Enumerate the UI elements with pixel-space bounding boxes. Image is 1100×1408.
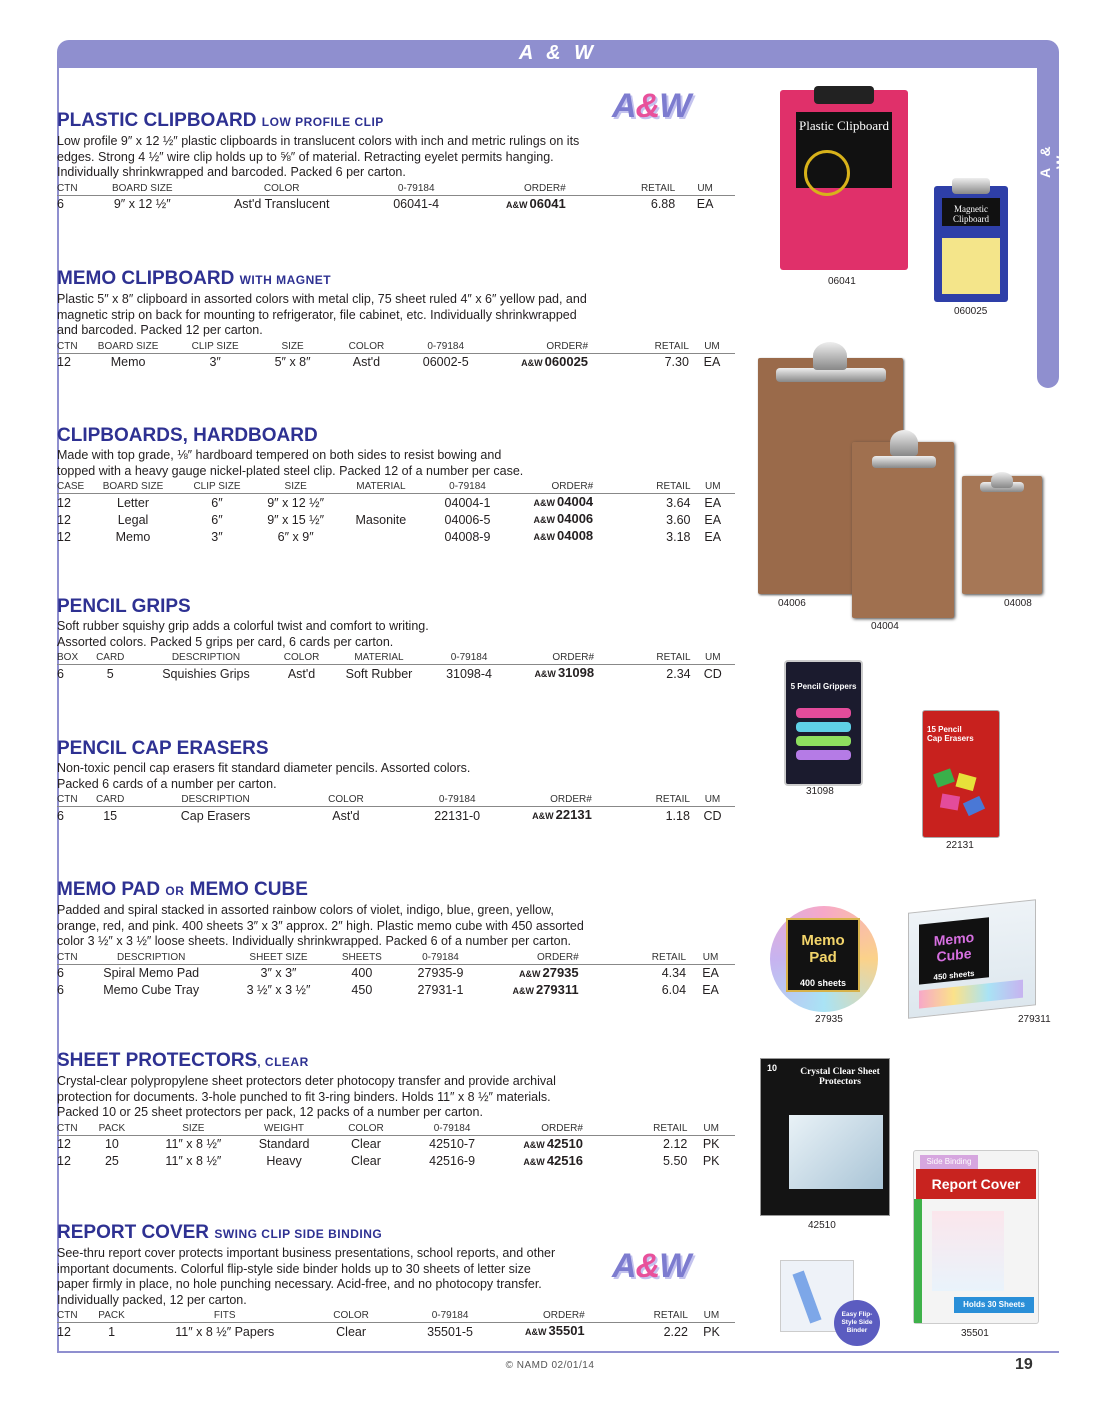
table-header-row: [57, 952, 735, 965]
section-description: Non-toxic pencil cap erasers fit standard diameter pencils. Assorted colors. Packed 6 cards of a number per carton.: [57, 761, 471, 791]
table-row: [57, 665, 735, 683]
section-description: See-thru report cover protects important business presentations, school reports, and other important documents. Colorful flip-style side binder holds up to 30 sheets of letter size paper firmly in place, no hole punching necessary. Acid-free, and no photocopy transfer. Individually packed, 12 per carton.: [57, 1246, 556, 1307]
product-label: Magnetic Clipboard: [942, 198, 1000, 226]
table-cell: 6: [57, 197, 64, 211]
column-header: ORDER#: [492, 341, 588, 354]
product-label: Side Binding: [920, 1155, 978, 1169]
product-image-22131: [922, 710, 1000, 838]
table-cell: Letter: [117, 495, 149, 510]
table-header-row: [57, 652, 735, 665]
section-title: PLASTIC CLIPBOARD LOW PROFILE CLIP: [57, 110, 384, 131]
column-header: UM: [689, 341, 735, 354]
section-title: PENCIL CAP ERASERS: [57, 738, 269, 759]
column-header: COLOR: [304, 1310, 398, 1323]
column-header: RETAIL: [579, 952, 686, 965]
column-header: COLOR: [288, 794, 403, 807]
section-description: Made with top grade, ⅛″ hardboard tempered on both sides to resist bowing and topped with a heavy gauge nickel-plated steel clip. Packed 12 of a number per case.: [57, 448, 524, 478]
image-caption: 04006: [778, 598, 806, 609]
table-row: [57, 1153, 735, 1170]
column-header: RETAIL: [566, 183, 676, 196]
table-cell: 9″ x 15 ½″: [267, 512, 325, 527]
table-cell: 12: [57, 1154, 71, 1168]
aw-logo: A&W: [612, 1247, 691, 1285]
table-cell: 11″ x 8 ½″: [165, 1154, 222, 1168]
column-header: RETAIL: [593, 481, 690, 494]
table-cell: 9″ x 12 ½″: [267, 495, 325, 510]
footer-copyright: © NAMD 02/01/14: [505, 1360, 595, 1371]
column-header: SIZE: [252, 341, 334, 354]
image-caption: 04004: [871, 621, 899, 632]
product-image-27935: [770, 906, 878, 1012]
column-header: DESCRIPTION: [78, 952, 225, 965]
table-cell: 12: [57, 355, 71, 369]
column-header: COLOR: [207, 183, 356, 196]
table-cell: 1: [108, 1324, 116, 1339]
column-header: CTN: [57, 1122, 78, 1134]
table-cell: Spiral Memo Pad: [103, 966, 200, 980]
section-title: SHEET PROTECTORS, CLEAR: [57, 1050, 309, 1071]
column-header: 0-79184: [404, 1123, 500, 1136]
table-cell: 3″: [211, 529, 223, 544]
column-header: ORDER#: [512, 481, 593, 494]
table-cell: 31098-4: [446, 666, 492, 681]
table-row: [57, 511, 735, 528]
product-label: Crystal Clear Sheet Protectors: [800, 1067, 880, 1087]
column-header: UM: [687, 1123, 735, 1136]
table-row: [57, 982, 735, 999]
header-band: [57, 40, 1059, 68]
section-memo-clipboard: [57, 268, 737, 371]
column-header: DESCRIPTION: [142, 652, 269, 665]
section-title: PENCIL GRIPS: [57, 596, 191, 617]
column-header: ORDER#: [476, 183, 566, 196]
product-label: Plastic Clipboard: [796, 112, 892, 188]
table-cell: 3″ x 3″: [260, 966, 297, 980]
order-number: A&W 04006: [533, 511, 594, 526]
table-cell: Soft Rubber: [345, 666, 413, 681]
product-image-31098: [784, 660, 863, 786]
table-header-row: [57, 481, 735, 494]
table-cell: 1.18: [665, 808, 690, 823]
column-header: RETAIL: [592, 794, 690, 807]
table-cell: 7.30: [664, 355, 689, 369]
header-title: A & W: [518, 42, 598, 64]
column-header: UM: [691, 652, 735, 665]
column-header: 0-79184: [392, 952, 490, 965]
column-header: BOARD SIZE: [84, 481, 182, 494]
table-cell: 5.50: [663, 1154, 688, 1168]
table-cell: 22131-0: [434, 808, 481, 823]
product-label: 5 Pencil Grippers: [790, 682, 857, 691]
column-header: CARD: [78, 652, 142, 665]
column-header: ORDER#: [511, 794, 592, 807]
product-image-06041: [780, 90, 908, 270]
column-header: RETAIL: [594, 652, 691, 665]
table-cell: 12: [57, 495, 71, 510]
column-header: ORDER#: [489, 952, 578, 965]
product-table: [57, 481, 735, 545]
table-cell: 10: [104, 1137, 119, 1151]
table-cell: CD: [703, 808, 722, 823]
table-cell: 5: [106, 666, 114, 681]
table-cell: 6: [57, 808, 64, 823]
table-row: [57, 528, 735, 545]
product-table: [57, 183, 735, 213]
column-header: CTN: [57, 1310, 78, 1321]
table-cell: 3.64: [666, 495, 691, 510]
image-caption: 31098: [806, 786, 834, 797]
column-header: COLOR: [328, 1123, 405, 1136]
table-cell: 12: [57, 529, 71, 544]
section-description: Padded and spiral stacked in assorted rainbow colors of violet, indigo, blue, green, yellow, orange, red, and pink. 400 sheets 3″ x 3″ approx. 2″ high. Plastic memo cube with 450 assorted color 3 ½″ x 3 ½″ loose sheets. Individually shrinkwrapped. Packed 6 of a number per carton.: [57, 903, 584, 948]
column-header: WEIGHT: [241, 1123, 328, 1136]
section-title: MEMO CLIPBOARD WITH MAGNET: [57, 268, 332, 289]
table-cell: [339, 528, 422, 545]
table-cell: 400: [351, 966, 373, 980]
product-image-04004: [852, 442, 954, 618]
product-image-35501: [913, 1150, 1039, 1324]
table-cell: PK: [702, 1154, 720, 1168]
table-cell: EA: [696, 197, 714, 211]
table-cell: Ast'd: [287, 666, 316, 681]
column-header: FITS: [146, 1310, 304, 1323]
table-cell: 3.60: [666, 512, 691, 527]
order-number: A&W 27935: [518, 964, 579, 980]
table-cell: Clear: [336, 1324, 367, 1339]
product-label: 15 Pencil Cap Erasers: [927, 725, 974, 743]
column-header: ORDER#: [502, 1310, 585, 1323]
column-header: PACK: [78, 1310, 146, 1323]
column-header: CLIP SIZE: [182, 481, 252, 494]
table-cell: PK: [702, 1137, 720, 1151]
product-image-42510: 10 Crystal Clear Sheet Protectors: [760, 1058, 890, 1216]
table-row: [57, 1135, 735, 1153]
column-header: RETAIL: [585, 1310, 688, 1323]
table-cell: Legal: [117, 512, 149, 527]
table-cell: 5″ x 8″: [274, 355, 311, 369]
table-cell: 27931-1: [417, 983, 464, 997]
order-number: A&W 04008: [533, 528, 594, 543]
table-cell: 12: [57, 1137, 71, 1151]
table-row: [57, 353, 735, 371]
table-cell: 2.12: [663, 1137, 688, 1151]
image-caption: 060025: [954, 306, 988, 317]
page-number: 19: [1015, 1356, 1033, 1373]
section-title: CLIPBOARDS, HARDBOARD: [57, 425, 318, 446]
table-header-row: [57, 183, 735, 196]
table-cell: Squishies Grips: [162, 666, 250, 681]
column-header: CLIP SIZE: [179, 341, 252, 354]
column-header: UM: [686, 952, 735, 965]
image-caption: 22131: [946, 840, 974, 851]
order-number: A&W 31098: [534, 665, 595, 680]
order-number: A&W 42510: [523, 1135, 583, 1151]
section-plastic-clipboard: [57, 110, 737, 213]
section-title: MEMO PAD OR MEMO CUBE: [57, 879, 308, 900]
table-cell: Masonite: [355, 512, 407, 527]
column-header: UM: [688, 1310, 735, 1323]
column-header: CTN: [57, 340, 78, 352]
table-cell: 450: [351, 983, 373, 997]
column-header: SHEETS: [332, 952, 391, 965]
column-header: UM: [675, 183, 735, 196]
table-row: [57, 195, 735, 213]
section-title: REPORT COVER SWING CLIP SIDE BINDING: [57, 1222, 383, 1243]
table-cell: EA: [704, 512, 722, 527]
order-number: A&W 060025: [521, 353, 589, 369]
column-header: COLOR: [270, 652, 334, 665]
column-header: BOARD SIZE: [78, 183, 207, 196]
table-cell: 6.04: [661, 983, 687, 997]
section-description: Low profile 9″ x 12 ½″ plastic clipboards in translucent colors with inch and metric rulings on its edges. Strong 4 ½″ wire clip holds up to ⅝″ of material. Retracting eyelet permits hanging. Individually shrinkwrapped and barcoded. Packed 6 per carton.: [57, 134, 580, 179]
image-caption: 06041: [828, 276, 856, 287]
table-header-row: [57, 341, 735, 354]
column-header: SHEET SIZE: [225, 952, 332, 965]
column-header: 0-79184: [398, 1310, 502, 1323]
table-cell: 06041-4: [393, 197, 440, 211]
table-cell: 6.88: [650, 197, 676, 211]
section-cap-erasers: [57, 738, 737, 824]
table-cell: 35501-5: [427, 1324, 473, 1339]
table-row: [57, 494, 735, 512]
table-cell: 6″ x 9″: [277, 529, 314, 544]
table-cell: EA: [702, 966, 719, 980]
table-row: [57, 1323, 735, 1341]
table-cell: EA: [702, 983, 719, 997]
order-number: A&W 04004: [533, 494, 594, 509]
section-description: Crystal-clear polypropylene sheet protectors deter photocopy transfer and provide archival protection for documents. 3-hole punched to fit 3-ring binders. Holds 11″ x 8 ½″ materials. Packed 10 or 25 sheet protectors per pack, 12 packs of a number per carton.: [57, 1074, 556, 1119]
table-cell: Clear: [351, 1137, 381, 1151]
order-number: A&W 35501: [525, 1323, 585, 1338]
product-image-04008: [962, 476, 1042, 594]
table-cell: Memo: [115, 529, 151, 544]
table-cell: 42510-7: [429, 1137, 476, 1151]
table-cell: Standard: [258, 1137, 310, 1151]
table-cell: Cap Erasers: [180, 808, 251, 823]
bottom-rule: [57, 1351, 1059, 1353]
table-cell: 27935-9: [417, 966, 464, 980]
table-cell: Ast'd: [352, 355, 381, 369]
section-hardboard: [57, 425, 737, 545]
image-caption: 27935: [815, 1014, 843, 1025]
column-header: COLOR: [334, 341, 400, 354]
column-header: 0-79184: [356, 183, 475, 196]
order-number: A&W 06041: [506, 195, 566, 211]
section-description: Plastic 5″ x 8″ clipboard in assorted colors with metal clip, 75 sheet ruled 4″ x 6″ yellow pad, and magnetic strip on back for mounting to refrigerator, file cabinet, etc. Individually shrinkwrapped and barcoded. Packed 12 per carton.: [57, 292, 587, 337]
column-header: BOX: [57, 652, 79, 663]
order-number: A&W 42516: [523, 1152, 583, 1168]
column-header: ORDER#: [514, 652, 594, 665]
product-label: Memo Cube 450 sheets: [919, 917, 989, 984]
product-image-060025: [934, 186, 1008, 302]
section-memo-pad: [57, 879, 737, 999]
table-cell: 42516-9: [429, 1154, 476, 1168]
column-header: CTN: [57, 182, 78, 194]
table-cell: EA: [704, 495, 722, 510]
table-cell: 6″: [211, 495, 223, 510]
table-cell: 9″ x 12 ½″: [113, 197, 171, 211]
column-header: MATERIAL: [339, 481, 422, 494]
section-report-cover: [57, 1222, 737, 1340]
product-table: [57, 794, 735, 824]
table-cell: EA: [703, 355, 721, 369]
order-number: A&W 279311: [512, 981, 579, 997]
column-header: CARD: [78, 794, 143, 807]
table-cell: Clear: [351, 1154, 381, 1168]
product-label: Holds 30 Sheets: [954, 1297, 1034, 1313]
order-number: A&W 22131: [532, 807, 592, 822]
column-header: CASE: [57, 481, 85, 492]
column-header: SIZE: [252, 481, 339, 494]
column-header: RETAIL: [583, 1123, 687, 1136]
table-cell: 06002-5: [422, 355, 469, 369]
column-header: 0-79184: [423, 481, 513, 494]
table-cell: 6″: [211, 512, 223, 527]
table-cell: 11″ x 8 ½″ Papers: [175, 1324, 275, 1339]
product-table: [57, 952, 735, 999]
image-caption: 35501: [961, 1328, 989, 1339]
table-cell: 15: [103, 808, 118, 823]
column-header: BOARD SIZE: [78, 341, 179, 354]
table-cell: 12: [57, 512, 71, 527]
table-header-row: [57, 1310, 735, 1323]
table-cell: EA: [704, 529, 722, 544]
table-cell: Heavy: [266, 1154, 302, 1168]
column-header: PACK: [78, 1123, 147, 1136]
section-sheet-protectors: [57, 1050, 737, 1170]
product-table: [57, 652, 735, 682]
column-header: DESCRIPTION: [143, 794, 289, 807]
product-table: [57, 341, 735, 371]
table-cell: Ast'd Translucent: [233, 197, 330, 211]
table-cell: Ast'd: [332, 808, 360, 823]
column-header: 0-79184: [399, 341, 492, 354]
table-cell: 2.34: [666, 666, 691, 681]
table-cell: 3 ½″ x 3 ½″: [246, 983, 311, 997]
table-cell: [339, 494, 422, 512]
table-cell: 25: [104, 1154, 119, 1168]
column-header: UM: [690, 794, 735, 807]
column-header: CTN: [57, 951, 78, 963]
side-tab-label: A & W: [1037, 142, 1069, 178]
product-label: Memo Pad 400 sheets: [786, 918, 860, 992]
column-header: RETAIL: [588, 341, 689, 354]
product-table: [57, 1310, 735, 1340]
section-pencil-grips: [57, 596, 737, 682]
table-cell: 6: [57, 983, 64, 997]
aw-logo: A&W: [612, 87, 691, 125]
column-header: 0-79184: [404, 794, 511, 807]
column-header: SIZE: [146, 1123, 240, 1136]
table-cell: PK: [703, 1324, 720, 1339]
table-row: [57, 964, 735, 982]
table-cell: 3.18: [666, 529, 691, 544]
table-cell: CD: [703, 666, 722, 681]
product-table: [57, 1123, 735, 1170]
table-cell: 11″ x 8 ½″: [165, 1137, 222, 1151]
binder-badge: Easy Flip-Style Side Binder: [834, 1300, 880, 1346]
column-header: CTN: [57, 794, 78, 805]
table-header-row: [57, 1123, 735, 1136]
table-cell: 12: [57, 1324, 71, 1339]
product-image-279311: [908, 899, 1036, 1018]
side-tab: [1037, 62, 1069, 388]
table-cell: 04008-9: [444, 529, 491, 544]
table-cell: 6: [57, 666, 64, 681]
table-row: [57, 807, 735, 825]
column-header: ORDER#: [500, 1123, 583, 1136]
table-header-row: [57, 794, 735, 807]
product-label: Report Cover: [916, 1169, 1036, 1199]
table-cell: Memo Cube Tray: [103, 983, 200, 997]
table-cell: 3″: [209, 355, 221, 369]
image-caption: 279311: [1018, 1014, 1051, 1025]
column-header: MATERIAL: [333, 652, 424, 665]
image-caption: 42510: [808, 1220, 836, 1231]
table-cell: 2.22: [663, 1324, 688, 1339]
section-description: Soft rubber squishy grip adds a colorful twist and comfort to writing. Assorted colors. Packed 5 grips per card, 6 cards per carton.: [57, 619, 429, 649]
column-header: UM: [691, 481, 735, 494]
column-header: 0-79184: [424, 652, 513, 665]
table-cell: Memo: [110, 355, 146, 369]
table-cell: 4.34: [661, 966, 687, 980]
image-caption: 04008: [1004, 598, 1032, 609]
table-cell: 04004-1: [444, 495, 491, 510]
table-cell: 04006-5: [444, 512, 491, 527]
table-cell: 6: [57, 966, 64, 980]
